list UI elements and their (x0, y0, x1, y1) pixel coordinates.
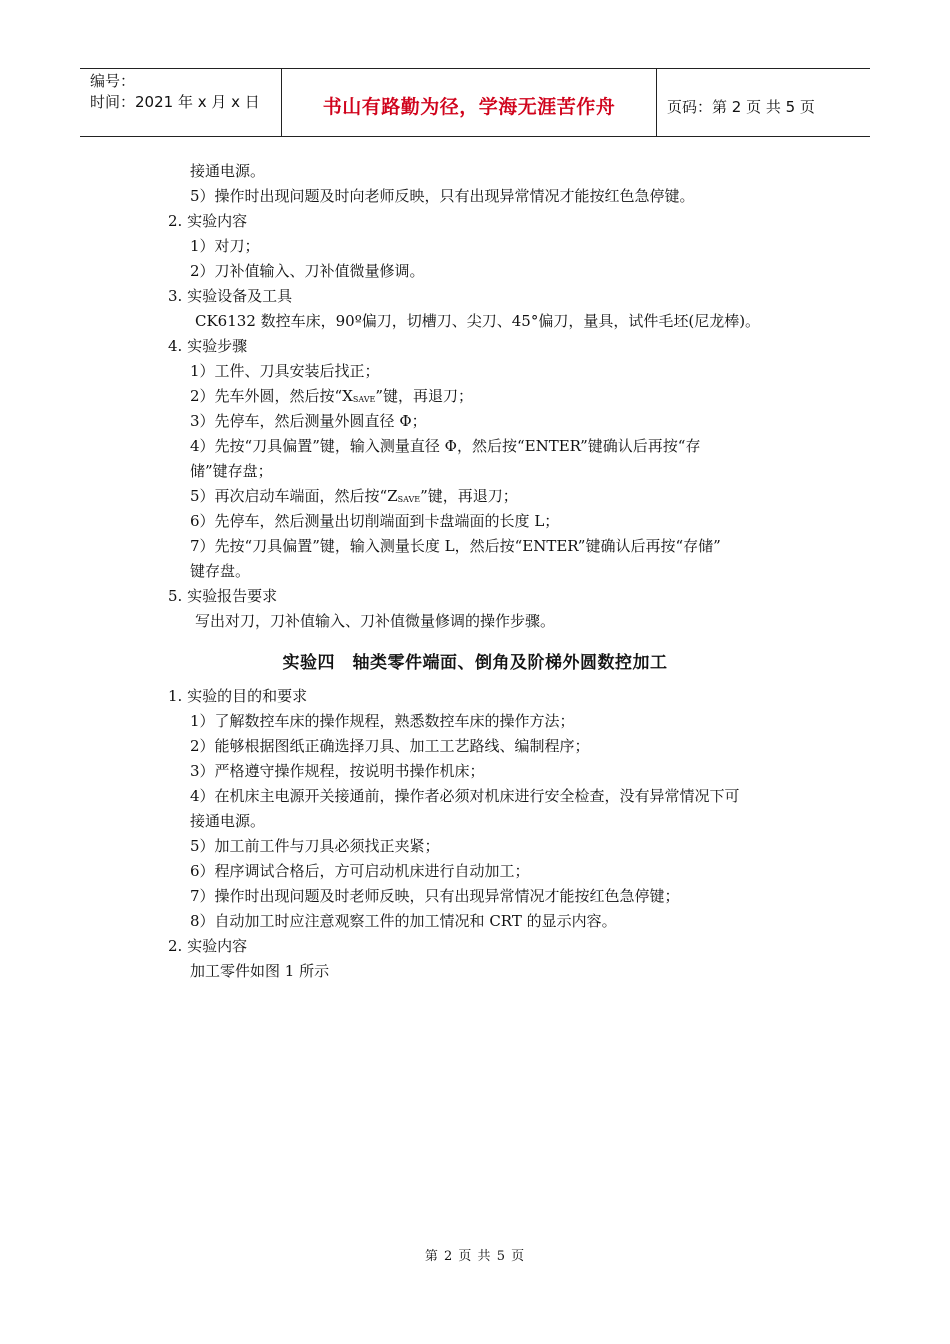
text-line: 3）严格遵守操作规程，按说明书操作机床； (190, 762, 485, 780)
section-heading: 2. 实验内容 (168, 937, 248, 955)
text-line: 1）工件、刀具安装后找正； (190, 362, 380, 380)
text-fragment: ”键，再退刀； (375, 387, 474, 405)
text-line: 2）能够根据图纸正确选择刀具、加工工艺路线、编制程序； (190, 737, 590, 755)
text-line: 4）在机床主电源开关接通前，操作者必须对机床进行安全检查，没有异常情况下可 (190, 787, 740, 805)
text-line: 接通电源。 (190, 162, 266, 180)
page-header (80, 68, 870, 137)
text-line: 3）先停车，然后测量外圆直径 Φ； (190, 412, 427, 430)
text-line: 5）操作时出现问题及时向老师反映，只有出现异常情况才能按红色急停键。 (190, 187, 695, 205)
text-line (190, 386, 473, 410)
text-line: 接通电源。 (190, 812, 266, 830)
text-line: 1）了解数控车床的操作规程，熟悉数控车床的操作方法； (190, 712, 575, 730)
text-line: 4）先按“刀具偏置”键，输入测量直径 Φ，然后按“ENTER”键确认后再按“存 (190, 437, 701, 455)
page-footer: 第 2 页 共 5 页 (424, 1249, 526, 1264)
text-fragment: ”键，再退刀； (420, 487, 518, 505)
text-line: 7）先按“刀具偏置”键，输入测量长度 L，然后按“ENTER”键确认后再按“存储” (190, 537, 721, 555)
doc-code: 编号： (90, 72, 136, 90)
section-heading: 4. 实验步骤 (168, 337, 248, 355)
text-line: 6）先停车，然后测量出切削端面到卡盘端面的长度 L； (190, 512, 560, 530)
text-line: 写出对刀，刀补值输入、刀补值微量修调的操作步骤。 (195, 612, 556, 630)
text-line (190, 486, 518, 510)
header-meta (80, 69, 282, 136)
text-line: 5）加工前工件与刀具必须找正夹紧； (190, 837, 440, 855)
section-heading: 3. 实验设备及工具 (168, 287, 293, 305)
doc-date: 时间：2021 年 x 月 x 日 (90, 93, 260, 111)
text-fragment: 5）再次启动车端面，然后按“Z (190, 487, 398, 505)
subscript: SAVE (397, 495, 421, 504)
subscript: SAVE (352, 395, 376, 404)
text-line: 7）操作时出现问题及时老师反映，只有出现异常情况才能按红色急停键； (190, 887, 680, 905)
header-page-info: 页码：第 2 页 共 5 页 (667, 98, 815, 116)
text-line: 2）刀补值输入、刀补值微量修调。 (190, 262, 425, 280)
text-line: 1）对刀； (190, 237, 260, 255)
text-line: 加工零件如图 1 所示 (190, 962, 330, 980)
section-heading: 1. 实验的目的和要求 (168, 687, 308, 705)
section-heading: 5. 实验报告要求 (168, 587, 278, 605)
experiment-title: 实验四 轴类零件端面、倒角及阶梯外圆数控加工 (282, 653, 668, 673)
section-heading: 2. 实验内容 (168, 212, 248, 230)
text-line: 8）自动加工时应注意观察工件的加工情况和 CRT 的显示内容。 (190, 912, 617, 930)
header-motto: 书山有路勤为径，学海无涯苦作舟 (282, 69, 657, 136)
text-line: 键存盘。 (190, 562, 251, 580)
text-line: 6）程序调试合格后，方可启动机床进行自动加工； (190, 862, 530, 880)
text-fragment: 2）先车外圆，然后按“X (190, 387, 353, 405)
text-line: 储”键存盘； (190, 462, 273, 480)
text-line: CK6132 数控车床，90º偏刀，切槽刀、尖刀、45°偏刀，量具，试件毛坯(尼龙棒)。 (195, 312, 761, 330)
